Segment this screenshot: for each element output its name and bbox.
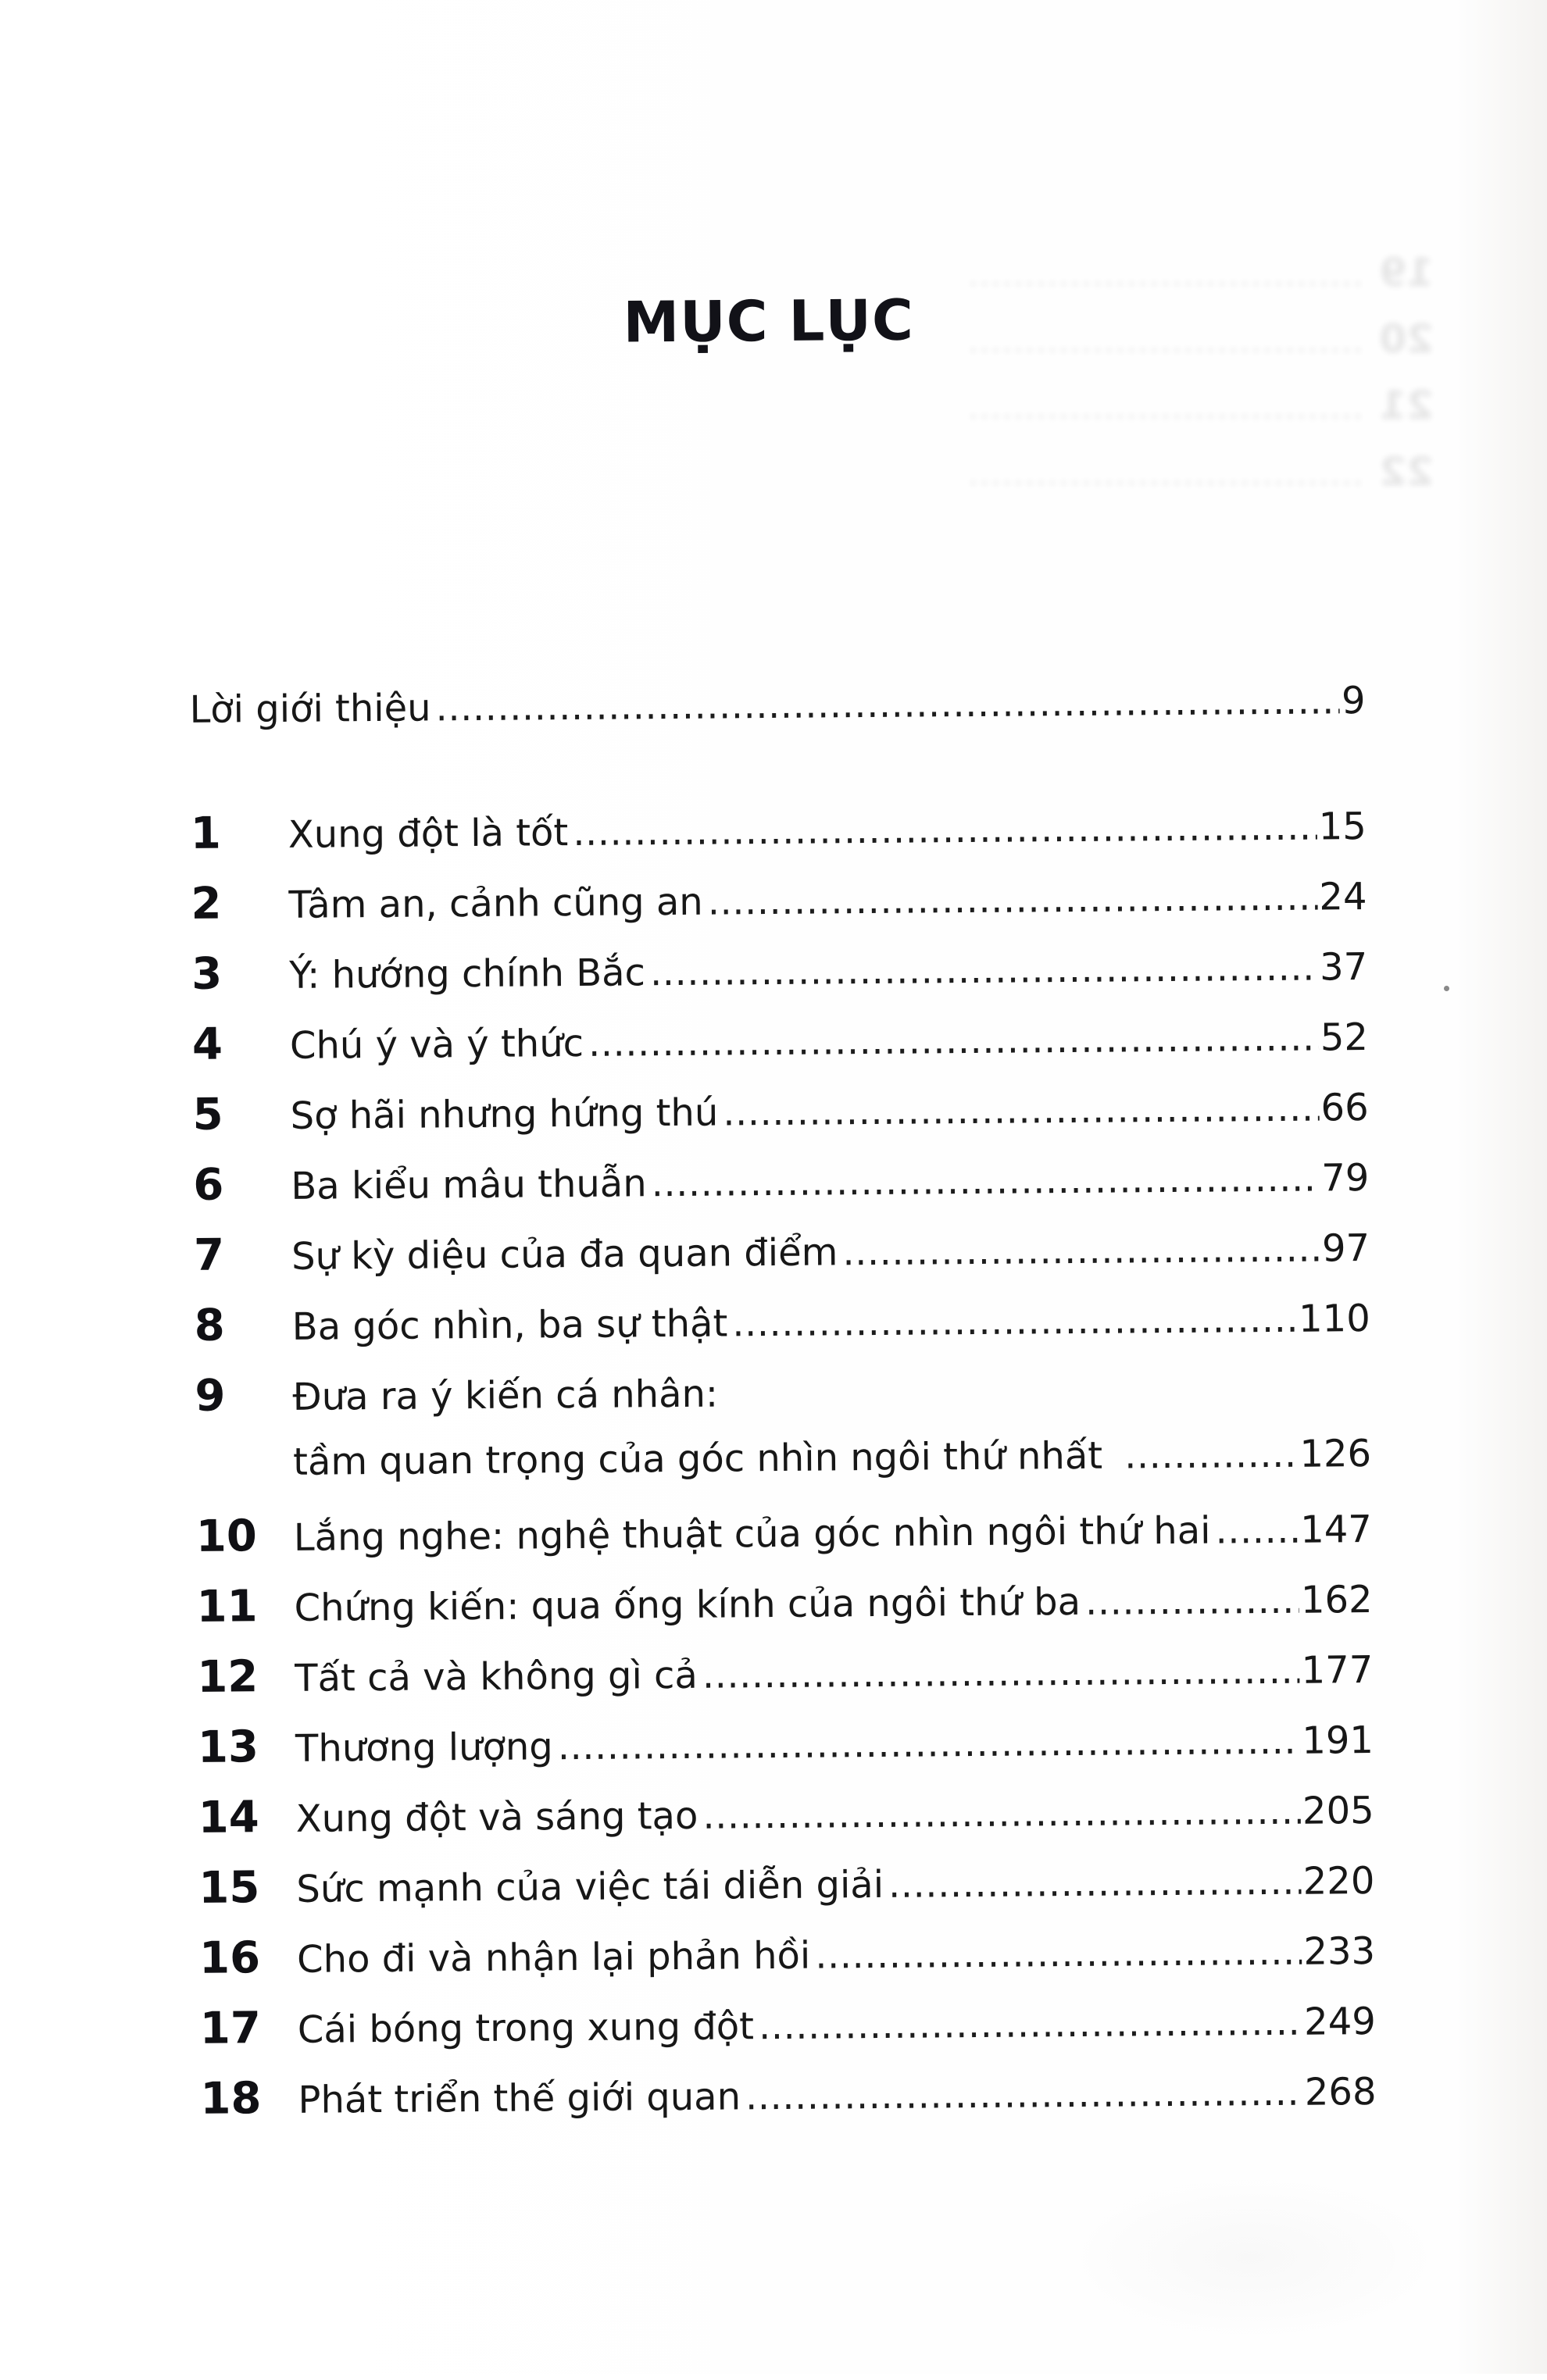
toc-entry <box>192 1079 1369 1158</box>
toc-entry <box>195 1360 1371 1440</box>
chapter-title: Chứng kiến: qua ống kính của ngôi thứ ba <box>294 1580 1081 1631</box>
chapter-title: Chú ý và ý thức <box>289 1022 584 1069</box>
chapter-number: 2 <box>191 878 222 930</box>
page-title: MỤC LỤC <box>623 287 915 355</box>
chapter-number: 7 <box>193 1229 225 1282</box>
dot-leader <box>842 1226 1320 1276</box>
chapter-page-number: 37 <box>1319 945 1368 990</box>
dot-leader <box>707 874 1317 926</box>
dot-leader <box>888 1858 1302 1908</box>
chapter-number: 9 <box>195 1370 226 1422</box>
chapter-page-number: 52 <box>1320 1015 1369 1060</box>
chapter-title: Xung đột và sáng tạo <box>295 1793 698 1842</box>
chapter-page-number: 97 <box>1321 1226 1370 1271</box>
toc-body <box>189 677 1377 2143</box>
chapter-title: Cái bóng trong xung đột <box>297 2004 755 2053</box>
chapter-page-number: 268 <box>1304 2070 1377 2114</box>
toc-entry <box>191 868 1367 947</box>
dot-leader <box>702 1647 1300 1699</box>
chapter-title: Lắng nghe: nghệ thuật của góc nhìn ngôi thứ hai <box>293 1508 1211 1561</box>
bleed-number: 22 <box>1379 449 1434 494</box>
toc-list <box>191 797 1377 2143</box>
chapter-number: 15 <box>198 1862 260 1914</box>
bleed-number: 19 <box>1379 250 1434 295</box>
toc-entry <box>194 1290 1370 1369</box>
chapter-page-number: 15 <box>1318 805 1367 849</box>
chapter-number: 6 <box>193 1159 224 1211</box>
toc-entry <box>196 1500 1373 1580</box>
chapter-page-number: 66 <box>1320 1086 1369 1130</box>
chapter-number: 4 <box>191 1019 223 1071</box>
toc-entry <box>198 1782 1374 1861</box>
chapter-page-number: 24 <box>1319 875 1367 919</box>
intro-label: Lời giới thiệu <box>189 686 431 733</box>
chapter-number: 10 <box>195 1511 258 1563</box>
dot-leader <box>1215 1507 1299 1554</box>
chapter-title: Đưa ra ý kiến cá nhân: <box>292 1372 719 1420</box>
chapter-title-line2: tầm quan trọng của góc nhìn ngôi thứ nhất <box>292 1433 1103 1485</box>
chapter-number: 18 <box>200 2073 262 2125</box>
chapter-number: 11 <box>196 1581 258 1633</box>
toc-entry <box>198 1852 1375 1932</box>
chapter-title: Ý: hướng chính Bắc <box>289 951 646 998</box>
dot-leader <box>573 804 1317 856</box>
chapter-number: 3 <box>191 948 223 1001</box>
chapter-page-number: 177 <box>1301 1648 1374 1693</box>
dot-leader <box>1124 1431 1299 1479</box>
dot-leader <box>702 1788 1301 1839</box>
chapter-title: Phát triển thế giới quan <box>298 2075 741 2123</box>
toc-entry <box>199 1922 1376 2002</box>
chapter-number: 17 <box>199 2003 262 2054</box>
chapter-title: Sức mạnh của việc tái diễn giải <box>296 1863 884 1912</box>
toc-entry <box>200 2063 1377 2143</box>
toc-entry <box>192 1008 1369 1088</box>
chapter-number: 13 <box>197 1722 259 1774</box>
toc-entry <box>197 1641 1374 1721</box>
dot-leader <box>723 1085 1320 1136</box>
toc-entry <box>200 1993 1377 2072</box>
chapter-page-number: 79 <box>1321 1156 1370 1201</box>
chapter-number: 5 <box>192 1089 223 1141</box>
dot-leader <box>1085 1577 1299 1625</box>
chapter-title: Xung đột là tốt <box>288 811 569 858</box>
chapter-page-number: 126 <box>1299 1432 1372 1476</box>
chapter-page-number: 162 <box>1300 1578 1373 1622</box>
dot-leader <box>435 677 1340 731</box>
chapter-page-number: 205 <box>1302 1789 1374 1833</box>
toc-entry <box>191 797 1367 877</box>
bleed-number: 20 <box>1379 316 1434 362</box>
toc-entry <box>194 1219 1370 1299</box>
chapter-page-number: 110 <box>1298 1297 1370 1341</box>
chapter-page-number: 147 <box>1300 1508 1373 1552</box>
chapter-title: Sự kỳ diệu của đa quan điểm <box>291 1230 838 1279</box>
scan-speck <box>1444 986 1449 991</box>
chapter-number: 8 <box>194 1300 225 1352</box>
chapter-page-number: 191 <box>1302 1718 1374 1763</box>
bleed-number: 21 <box>1379 383 1434 428</box>
toc-intro-entry <box>189 677 1366 757</box>
toc-entry <box>196 1571 1373 1650</box>
toc-entry <box>193 1149 1370 1229</box>
chapter-title: Thương lượng <box>295 1725 553 1772</box>
chapter-number: 14 <box>198 1792 259 1844</box>
dot-leader <box>732 1296 1297 1347</box>
chapter-number: 1 <box>190 808 222 860</box>
chapter-page-number: 233 <box>1303 1929 1376 1974</box>
chapter-title: Tâm an, cảnh cũng an <box>288 880 703 928</box>
dot-leader <box>651 1155 1320 1208</box>
chapter-title: Tất cả và không gì cả <box>295 1653 698 1701</box>
chapter-page-number: 220 <box>1302 1859 1375 1904</box>
chapter-number: 12 <box>197 1651 259 1704</box>
chapter-page-number: 249 <box>1303 2000 1377 2044</box>
chapter-title: Ba góc nhìn, ba sự thật <box>291 1301 728 1350</box>
dot-leader <box>745 2069 1303 2121</box>
intro-page-number: 9 <box>1341 679 1366 723</box>
dot-leader <box>557 1718 1300 1770</box>
chapter-title: Sợ hãi nhưng hứng thú <box>290 1090 719 1139</box>
dot-leader <box>650 944 1319 997</box>
chapter-title: Cho đi và nhận lại phản hồi <box>296 1933 811 1982</box>
dot-leader <box>588 1015 1319 1067</box>
toc-entry <box>191 938 1368 1018</box>
toc-entry-continuation <box>195 1430 1372 1510</box>
chapter-title: Ba kiểu mâu thuẫn <box>291 1161 647 1209</box>
dot-leader <box>759 1999 1303 2050</box>
dot-leader <box>815 1929 1302 1979</box>
chapter-number: 16 <box>198 1932 261 1984</box>
toc-entry <box>198 1711 1374 1791</box>
